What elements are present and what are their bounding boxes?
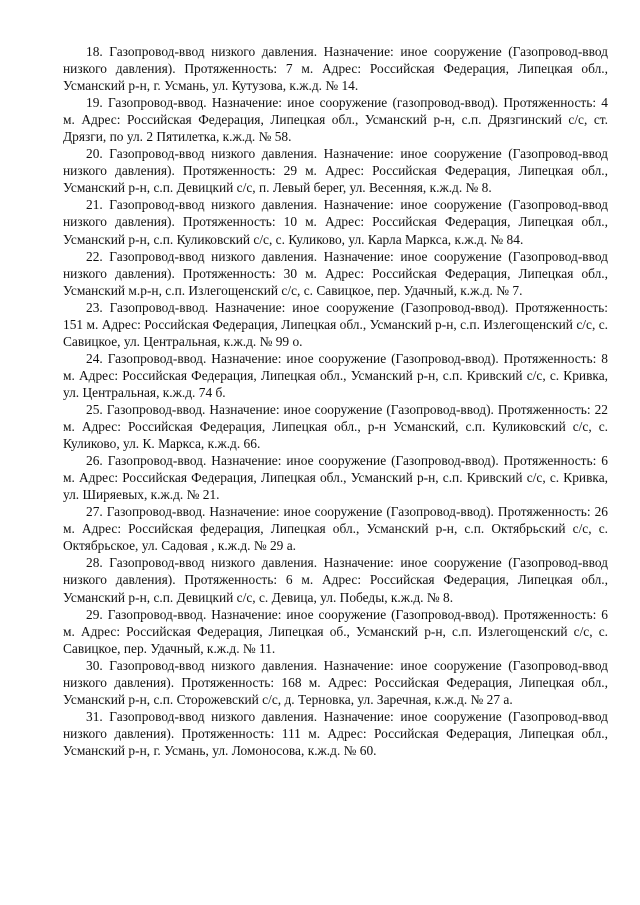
list-item-20: 20. Газопровод-ввод низкого давления. Назначение: иное сооружение (Газопровод-ввод низкого давления). Протяженность: 29 м. Адрес: Российская Федерация, Липецкая обл., Усманский р-н, с.п. Девицкий с/с, п. Левый берег, ул. Весенняя, к.ж.д. № 8. <box>63 146 608 196</box>
list-item-30: 30. Газопровод-ввод низкого давления. Назначение: иное сооружение (Газопровод-ввод низкого давления). Протяженность: 168 м. Адрес: Российская Федерация, Липецкая обл., Усманский р-н, с.п. Сторожевский с/с, д. Терновка, ул. Заречная, к.ж.д. № 27 а. <box>63 657 608 707</box>
list-item-27: 27. Газопровод-ввод. Назначение: иное сооружение (Газопровод-ввод). Протяженность: 26 м. Адрес: Российская федерация, Липецкая обл., Усманский р-н, с.п. Октябрьский с/с, с. Октябрьское, ул. Садовая , к.ж.д. № 29 а. <box>63 504 608 554</box>
document-body <box>63 43 608 759</box>
list-item-18: 18. Газопровод-ввод низкого давления. Назначение: иное сооружение (Газопровод-ввод низкого давления). Протяженность: 7 м. Адрес: Российская Федерация, Липецкая обл., Усманский р-н, г. Усмань, ул. Кутузова, к.ж.д. № 14. <box>63 44 608 94</box>
list-item-23: 23. Газопровод-ввод. Назначение: иное сооружение (Газопровод-ввод). Протяженность: 151 м. Адрес: Российская Федерация, Липецкая обл., Усманский р-н, с.п. Излегощенский с/с, с. Савицкое, ул. Центральная, к.ж.д. № 99 о. <box>63 299 608 349</box>
list-item-21: 21. Газопровод-ввод низкого давления. Назначение: иное сооружение (Газопровод-ввод низкого давления). Протяженность: 10 м. Адрес: Российская Федерация, Липецкая обл., Усманский р-н, с.п. Куликовский с/с, с. Куликово, ул. Карла Маркса, к.ж.д. № 84. <box>63 197 608 247</box>
list-item-29: 29. Газопровод-ввод. Назначение: иное сооружение (Газопровод-ввод). Протяженность: 6 м. Адрес: Российская Федерация, Липецкая об., Усманский р-н, с.п. Излегощенский с/с, с. Савицкое, пер. Удачный, к.ж.д. № 11. <box>63 606 608 656</box>
list-item-19: 19. Газопровод-ввод. Назначение: иное сооружение (газопровод-ввод). Протяженность: 4 м. Адрес: Российская Федерация, Липецкая обл., Усманский р-н, с.п. Дрязгинский с/с, ст. Дрязги, по ул. 2 Пятилетка, к.ж.д. № 58. <box>63 95 608 145</box>
list-item-28: 28. Газопровод-ввод низкого давления. Назначение: иное сооружение (Газопровод-ввод низкого давления). Протяженность: 6 м. Адрес: Российская Федерация, Липецкая обл., Усманский р-н, с.п. Девицкий с/с, с. Девица, ул. Победы, к.ж.д. № 8. <box>63 555 608 605</box>
list-item-26: 26. Газопровод-ввод. Назначение: иное сооружение (Газопровод-ввод). Протяженность: 6 м. Адрес: Российская Федерация, Липецкая обл., Усманский р-н, с.п. Кривский с/с, с. Кривка, ул. Ширяевых, к.ж.д. № 21. <box>63 453 608 503</box>
list-item-22: 22. Газопровод-ввод низкого давления. Назначение: иное сооружение (Газопровод-ввод низкого давления). Протяженность: 30 м. Адрес: Российская Федерация, Липецкая обл., Усманский м.р-н, с.п. Излегощенский с/с, с. Савицкое, пер. Удачный, к.ж.д. № 7. <box>63 248 608 298</box>
list-item-24: 24. Газопровод-ввод. Назначение: иное сооружение (Газопровод-ввод). Протяженность: 8 м. Адрес: Российская Федерация, Липецкая обл., Усманский р-н, с.п. Кривский с/с, с. Кривка, ул. Центральная, к.ж.д. 74 б. <box>63 350 608 400</box>
list-item-31: 31. Газопровод-ввод низкого давления. Назначение: иное сооружение (Газопровод-ввод низкого давления). Протяженность: 111 м. Адрес: Российская Федерация, Липецкая обл., Усманский р-н, г. Усмань, ул. Ломоносова, к.ж.д. № 60. <box>63 708 608 758</box>
list-item-25: 25. Газопровод-ввод. Назначение: иное сооружение (Газопровод-ввод). Протяженность: 22 м. Адрес: Российская Федерация, Липецкая обл., р-н Усманский, с.п. Куликовский с/с, с. Куликово, ул. К. Маркса, к.ж.д. 66. <box>63 401 608 452</box>
